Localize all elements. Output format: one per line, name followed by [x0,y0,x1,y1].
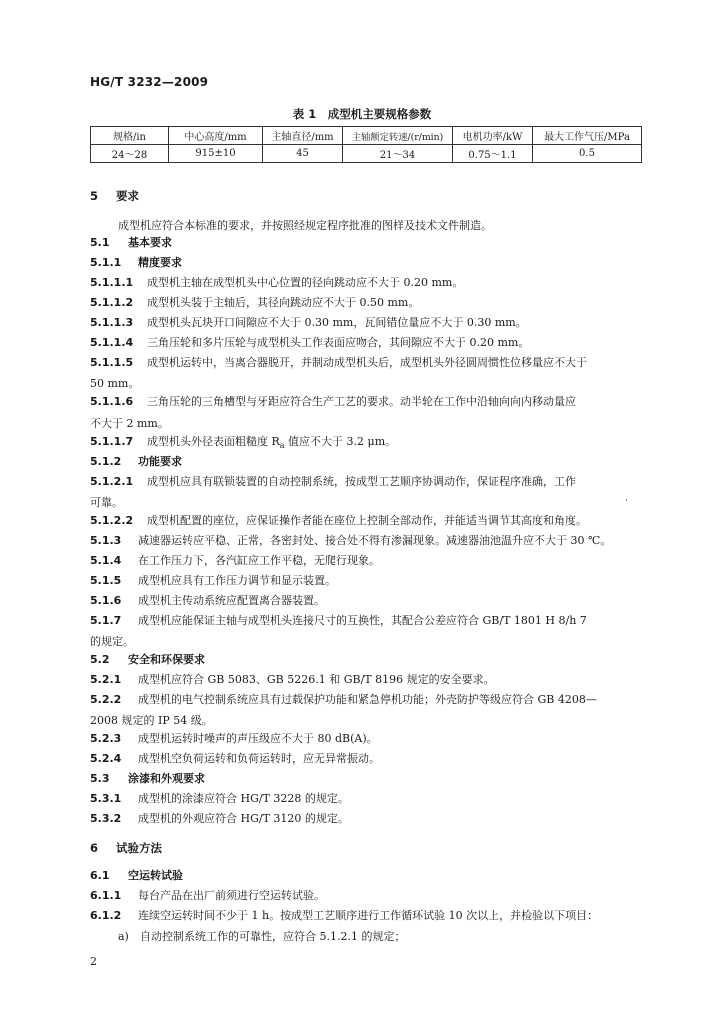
table-cell: 915±10 [169,145,263,163]
clause-5-1-6: 5.1.6 成型机主传动系统应配置离合器装置。 [90,594,325,607]
clause-5-1-1-6: 5.1.1.6 三角压轮的三角槽型与牙距应符合生产工艺的要求。动半轮在工作中沿轴向向内移动量应 [90,395,576,408]
table-cell: 0.5 [533,145,642,163]
heading-5-1: 5.1 基本要求 [90,236,172,249]
clause-5-1-1-3: 5.1.1.3 成型机头瓦块开口间隙应不大于 0.30 mm，瓦间错位量应不大于 0.30 mm。 [90,316,527,329]
table-cell: 45 [263,145,343,163]
clause-5-1-1-6-continued: 不大于 2 mm。 [90,417,169,430]
table-header-cell: 主轴直径/mm [263,127,343,145]
clause-5-3-1: 5.3.1 成型机的涂漆应符合 HG/T 3228 的规定。 [90,792,349,805]
clause-5-3-2: 5.3.2 成型机的外观应符合 HG/T 3120 的规定。 [90,812,349,825]
clause-5-1-7-continued: 的规定。 [90,635,134,648]
clause-5-1-4: 5.1.4 在工作压力下，各汽缸应工作平稳，无爬行现象。 [90,554,380,567]
section-number: 5 [90,189,99,203]
heading-6-1: 6.1 空运转试验 [90,869,183,882]
intro-paragraph: 成型机应符合本标准的要求，并按照经规定程序批准的图样及技术文件制造。 [118,219,492,232]
clause-5-1-5: 5.1.5 成型机应具有工作压力调节和显示装置。 [90,574,336,587]
table-cell: 0.75～1.1 [453,145,533,163]
clause-5-1-2-1: 5.1.2.1 成型机应具有联锁装置的自动控制系统，按成型工艺顺序协调动作，保证程序准确，工作 [90,475,576,488]
clause-5-1-1-1: 5.1.1.1 成型机主轴在成型机头中心位置的径向跳动应不大于 0.20 mm。 [90,276,464,289]
spec-table [90,126,642,163]
clause-5-2-2-continued: 2008 规定的 IP 54 级。 [90,714,213,727]
section-title: 要求 [116,189,139,203]
table-header-cell: 中心高度/mm [169,127,263,145]
heading-5-1-1: 5.1.1 精度要求 [90,256,182,269]
table-header-cell: 主轴额定转速/(r/min) [343,127,453,145]
clause-5-1-2-2: 5.1.2.2 成型机配置的座位，应保证操作者能在座位上控制全部动作，并能适当调节其高度和角度。 [90,514,587,527]
stray-mark: · [625,496,628,506]
clause-5-2-2: 5.2.2 成型机的电气控制系统应具有过载保护功能和紧急停机功能；外壳防护等级应符合 GB 4208— [90,693,597,706]
clause-6-1-2: 6.1.2 连续空运转时间不少于 1 h。按成型工艺顺序进行工作循环试验 10 次以上，并检验以下项目： [90,909,599,922]
table-row [91,145,642,163]
heading-5-3: 5.3 涂漆和外观要求 [90,772,205,785]
table-header-cell: 最大工作气压/MPa [533,127,642,145]
clause-5-1-1-5: 5.1.1.5 成型机运转中，当离合器脱开，并制动成型机头后，成型机头外径圆周惯性位移量应不大于 [90,356,587,369]
section-heading-6: 6 试验方法 [90,841,162,855]
clause-5-2-1: 5.2.1 成型机应符合 GB 5083、GB 5226.1 和 GB/T 8196 规定的安全要求。 [90,673,495,686]
table-header-cell: 规格/in [91,127,169,145]
table-header-cell: 电机功率/kW [453,127,533,145]
clause-5-1-1-7: 5.1.1.7 成型机头外径表面粗糙度 $R_a$ 值应不大于 3.2 μm。 [90,435,397,451]
clause-5-1-3: 5.1.3 减速器运转应平稳、正常，各密封处、接合处不得有渗漏现象。减速器油池温升应不大于 30 ℃。 [90,534,612,547]
table-header-row [91,127,642,145]
clause-5-2-3: 5.2.3 成型机运转时噪声的声压级应不大于 80 dB(A)。 [90,732,378,745]
table-cell: 21～34 [343,145,453,163]
clause-6-1-1: 6.1.1 每台产品在出厂前须进行空运转试验。 [90,889,325,902]
clause-5-2-4: 5.2.4 成型机空负荷运转和负荷运转时，应无异常振动。 [90,752,380,765]
list-item-a: a) 自动控制系统工作的可靠性，应符合 5.1.2.1 的规定； [118,930,406,943]
section-heading-5 [90,188,139,204]
table-caption: 表 1 成型机主要规格参数 [292,107,432,121]
heading-5-1-2: 5.1.2 功能要求 [90,455,182,468]
clause-5-1-1-2: 5.1.1.2 成型机头装于主轴后，其径向跳动应不大于 0.50 mm。 [90,296,420,309]
page-number: 2 [90,955,97,968]
clause-5-1-1-4: 5.1.1.4 三角压轮和多片压轮与成型机头工作表面应吻合，其间隙应不大于 0.20 mm。 [90,336,530,349]
heading-5-2: 5.2 安全和环保要求 [90,653,205,666]
clause-5-1-1-5-continued: 50 mm。 [90,377,140,390]
table-cell: 24～28 [91,145,169,163]
clause-5-1-7: 5.1.7 成型机应能保证主轴与成型机头连接尺寸的互换性，其配合公差应符合 GB/T 1801 H 8/h 7 [90,614,587,627]
standard-code: HG/T 3232—2009 [90,75,209,89]
clause-5-1-2-1-continued: 可靠。 [90,496,123,509]
